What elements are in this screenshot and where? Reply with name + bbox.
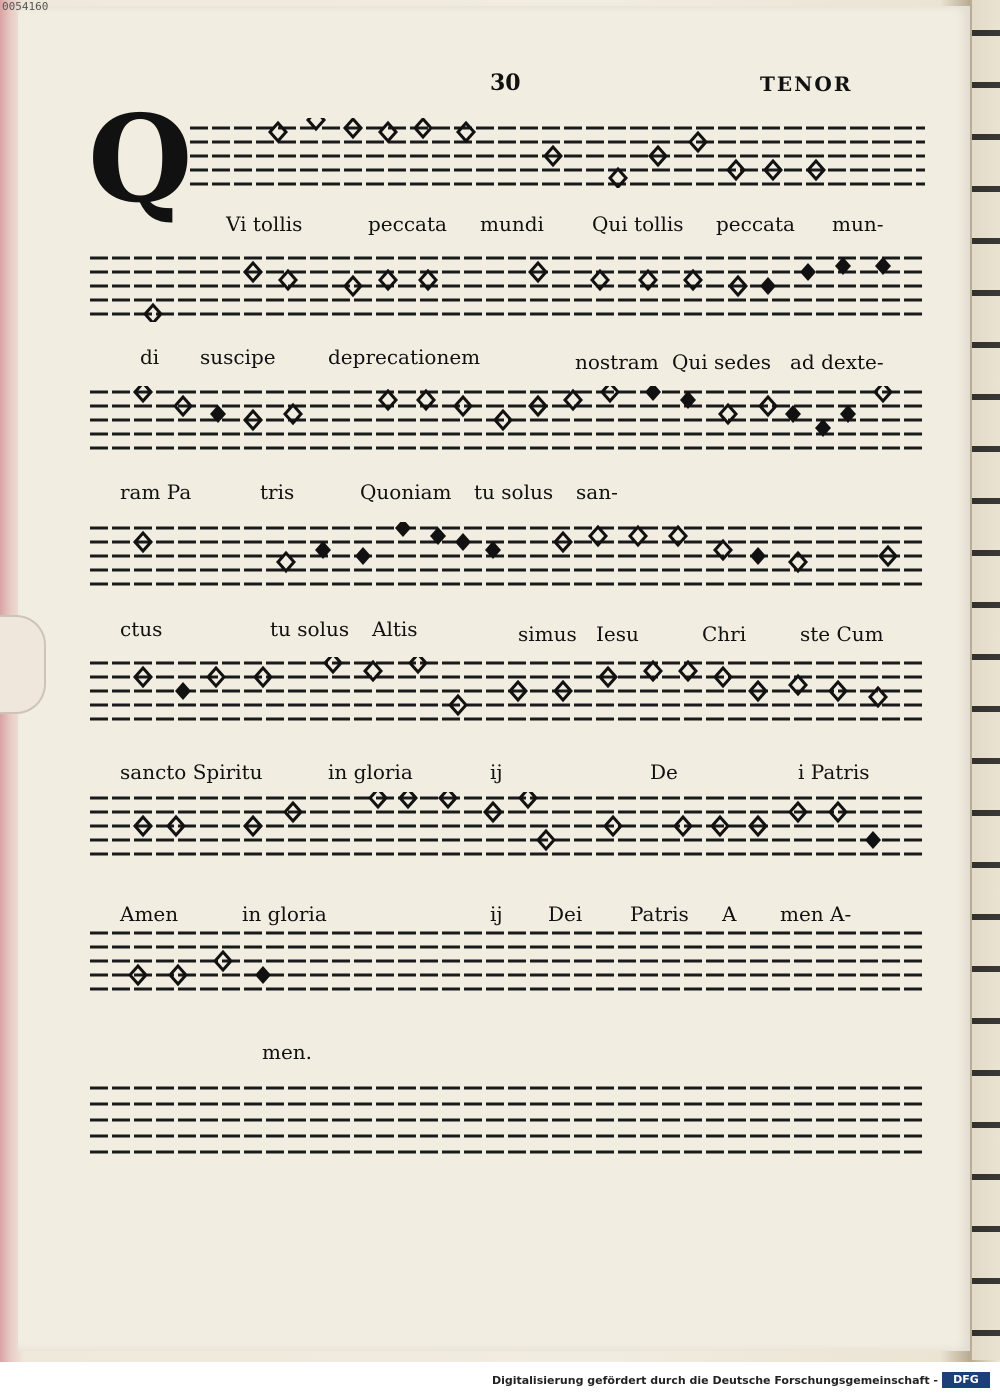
funding-notice: Digitalisierung gefördert durch die Deutsche Forschungsgemeinschaft - [491, 1374, 938, 1387]
music-staff [90, 927, 930, 997]
lyric-syllable: men A- [780, 902, 852, 926]
lyric-syllable: De [650, 760, 678, 784]
lyric-syllable: san- [576, 480, 618, 504]
music-staff [90, 657, 930, 727]
lyric-syllable: ctus [120, 617, 163, 641]
lyric-syllable: ste Cum [800, 622, 884, 646]
lyric-syllable: suscipe [200, 345, 276, 369]
lyric-syllable: Qui sedes [672, 350, 772, 374]
lyric-syllable: peccata [368, 212, 447, 236]
archive-id: 0054160 [2, 0, 49, 13]
lyric-syllable: Dei [548, 902, 583, 926]
empty-staff [90, 1080, 930, 1160]
lyric-syllable: ad dexte- [790, 350, 884, 374]
lyric-syllable: nostram [575, 350, 659, 374]
lyric-syllable: Quoniam [360, 480, 452, 504]
dfg-logo: DFG [942, 1372, 990, 1388]
music-staff [90, 522, 930, 592]
lyric-syllable: sancto Spiritu [120, 760, 263, 784]
lyric-syllable: tu solus [270, 617, 350, 641]
lyric-syllable: in gloria [328, 760, 413, 784]
lyric-syllable: men. [262, 1040, 313, 1064]
lyric-syllable: Qui tollis [592, 212, 684, 236]
lyric-syllable: A [722, 902, 737, 926]
page-number: 30 [490, 70, 521, 96]
lyric-syllable: Iesu [596, 622, 639, 646]
initial-letter: Q [88, 89, 193, 230]
page-edge [972, 0, 1000, 1360]
music-staff [90, 252, 930, 322]
lyric-syllable: deprecationem [328, 345, 481, 369]
lyric-syllable: simus [518, 622, 577, 646]
lyric-syllable: Vi tollis [226, 212, 303, 236]
lyric-syllable: di [140, 345, 160, 369]
music-staff [190, 118, 930, 188]
music-staff [90, 792, 930, 862]
lyric-syllable: mun- [832, 212, 884, 236]
lyric-syllable: i Patris [798, 760, 870, 784]
lyric-syllable: ij [490, 760, 503, 784]
page-tab [0, 615, 46, 714]
voice-label: TENOR [760, 72, 853, 96]
lyric-syllable: peccata [716, 212, 795, 236]
lyric-syllable: in gloria [242, 902, 327, 926]
music-staff [90, 386, 930, 456]
lyric-syllable: Patris [630, 902, 689, 926]
lyric-syllable: Chri [702, 622, 747, 646]
lyric-syllable: mundi [480, 212, 544, 236]
lyric-syllable: tris [260, 480, 295, 504]
lyric-syllable: Altis [372, 617, 418, 641]
lyric-syllable: Amen [120, 902, 179, 926]
lyric-syllable: ij [490, 902, 503, 926]
lyric-syllable: ram Pa [120, 480, 192, 504]
lyric-syllable: tu solus [474, 480, 554, 504]
